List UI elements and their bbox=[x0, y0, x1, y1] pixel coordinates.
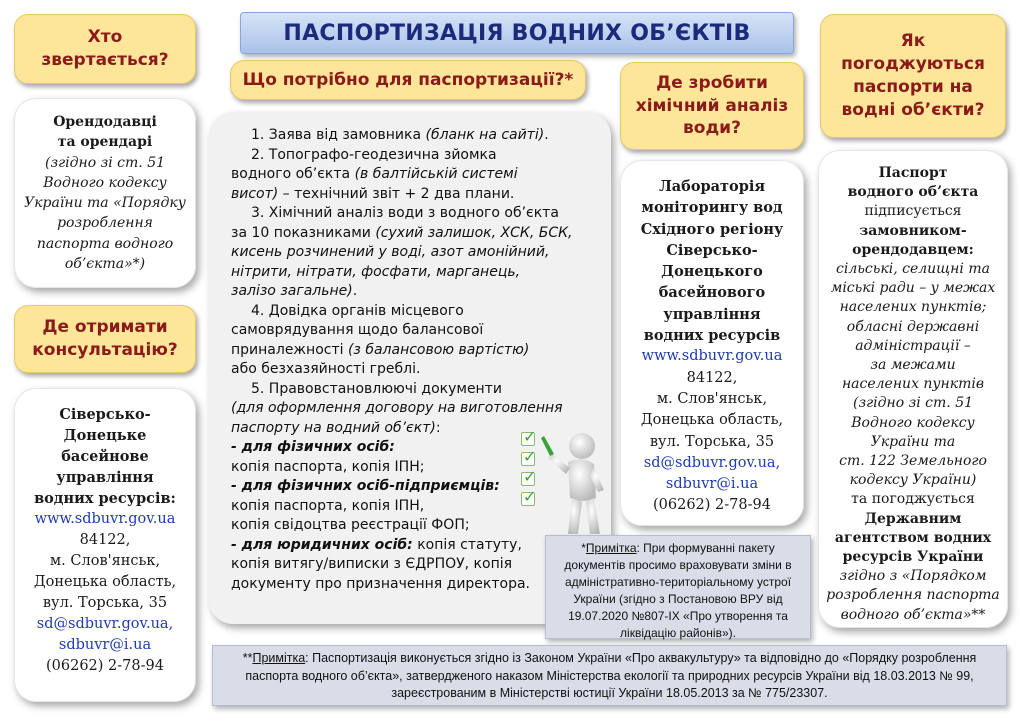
needed-line-part: за 10 показниками bbox=[231, 224, 376, 241]
approve-heading-line: водні об’єкти? bbox=[841, 99, 985, 120]
needed-line-part: копія свідоцтва реєстрації ФОП; bbox=[231, 517, 470, 533]
approve-line: сільські, селищні та bbox=[836, 261, 990, 278]
needed-line-part: 1. Заява від замовника bbox=[251, 127, 426, 143]
lab-line: управління bbox=[663, 305, 761, 323]
needed-line bbox=[231, 263, 599, 283]
needed-line-part: (в балтійській системі bbox=[354, 166, 518, 182]
needed-line bbox=[231, 555, 599, 575]
needed-line bbox=[231, 341, 599, 361]
who-line: розроблення bbox=[57, 215, 153, 232]
consult-line[interactable]: www.sdbuvr.gov.ua bbox=[34, 511, 176, 527]
who-line: паспорта водного bbox=[36, 235, 174, 252]
who-heading-line: звертається? bbox=[41, 50, 169, 70]
consult-line: вул. Торська, 35 bbox=[42, 595, 168, 611]
who-line: України та «Порядку bbox=[24, 195, 186, 212]
lab-line: 84122, bbox=[686, 369, 738, 386]
needed-line-part: . bbox=[544, 127, 549, 143]
needed-line bbox=[231, 185, 599, 205]
needed-heading bbox=[230, 60, 586, 100]
who-heading-line: Хто bbox=[87, 27, 123, 48]
needed-line-part: . bbox=[352, 283, 358, 299]
needed-line bbox=[231, 165, 599, 185]
who-line: та орендарі bbox=[57, 134, 153, 151]
needed-line-part: – технічний звіт + 2 два плани. bbox=[278, 185, 515, 202]
note-administrative-changes bbox=[545, 535, 811, 639]
approve-line: адміністрації – bbox=[855, 337, 971, 354]
lab-line: Лабораторія bbox=[658, 178, 766, 195]
approve-line: підписується bbox=[864, 203, 962, 220]
needed-line-part: кисень розчинений у воді, азот амонійний, bbox=[231, 244, 550, 260]
approve-line: водного об’єкта bbox=[847, 184, 979, 201]
needed-line-part: документу про призначення директора. bbox=[231, 575, 531, 592]
approve-line: замовником- bbox=[859, 222, 967, 239]
needed-line-part: (для оформлення договору на виготовлення bbox=[231, 400, 563, 416]
consult-line[interactable]: sd@sdbuvr.gov.ua, bbox=[36, 616, 174, 632]
approve-line: Паспорт bbox=[878, 165, 948, 181]
needed-heading-text: Що потрібно для паспортизації?* bbox=[242, 69, 574, 90]
needed-line-part: - для юридичних осіб: bbox=[231, 536, 413, 553]
lab-line: Сіверсько- bbox=[666, 241, 758, 259]
lab-line: м. Слов'янськ, bbox=[656, 390, 768, 407]
consult-line: Донецька область, bbox=[33, 574, 177, 590]
lab-line: Донецька область, bbox=[640, 412, 784, 429]
needed-line-part: - для фізичних осіб-підприємців: bbox=[231, 478, 500, 494]
approve-heading-line: Як bbox=[900, 31, 926, 52]
note-legal-basis bbox=[212, 645, 1007, 706]
note2-label: Примітка bbox=[252, 651, 306, 665]
note1-prefix: * bbox=[581, 541, 586, 555]
lab-box bbox=[620, 160, 804, 526]
needed-line bbox=[231, 360, 599, 380]
approve-line: (згідно зі ст. 51 bbox=[852, 395, 974, 412]
consult-box bbox=[14, 388, 196, 702]
needed-line bbox=[231, 282, 599, 302]
consult-line: Сіверсько- bbox=[59, 406, 151, 423]
approve-line: кодексу України) bbox=[849, 472, 977, 489]
needed-line-part: водного об’єкта bbox=[231, 166, 355, 182]
page-title bbox=[240, 12, 794, 54]
needed-line-part: - для фізичних осіб: bbox=[231, 439, 395, 455]
approve-line: України та bbox=[870, 433, 956, 450]
checkbox-icon bbox=[521, 492, 535, 506]
needed-line-part: : bbox=[435, 419, 441, 436]
who-box bbox=[14, 98, 196, 288]
lab-line: Донецького bbox=[661, 263, 763, 281]
approve-line: міські ради – у межах bbox=[830, 280, 996, 297]
needed-line-part: 5. Правовстановлюючі документи bbox=[251, 380, 502, 397]
note1-text: : При формуванні пакету документів просимо враховувати зміни в адміністративно-територіальному устрої України (згідно з Постановою ВРУ від 19.07.2020 №807-IX «Про утворення та ліквідацію районів»). bbox=[564, 541, 792, 640]
consult-heading bbox=[14, 305, 196, 373]
lab-line[interactable]: www.sdbuvr.gov.ua bbox=[641, 348, 783, 365]
approve-line: згідно з «Порядком bbox=[839, 568, 987, 585]
needed-line-part: 2. Топографо-геодезична зйомка bbox=[251, 146, 497, 163]
needed-line-part: (сухий залишок, ХСК, БСК, bbox=[375, 224, 573, 241]
needed-line-part: самоврядування щодо балансової bbox=[231, 322, 484, 338]
page-title-text: ПАСПОРТИЗАЦІЯ ВОДНИХ ОБ’ЄКТІВ bbox=[283, 20, 751, 46]
approve-line: водного об’єкта»** bbox=[840, 606, 986, 623]
needed-line-part: (з балансовою вартістю) bbox=[347, 341, 530, 358]
approve-line: та погоджується bbox=[851, 491, 975, 508]
consult-heading-line: Де отримати bbox=[42, 317, 168, 338]
approve-line: населених пунктів bbox=[841, 376, 985, 393]
approve-line: за межами bbox=[870, 357, 956, 374]
approve-line: обласні державні bbox=[846, 318, 980, 335]
needed-line bbox=[231, 380, 599, 400]
who-line: Орендодавці bbox=[53, 114, 157, 130]
consult-line: (06262) 2-78-94 bbox=[46, 658, 164, 674]
needed-line bbox=[231, 302, 599, 322]
checkbox-icon bbox=[521, 432, 535, 446]
needed-line-part: копія статуту, bbox=[412, 536, 522, 553]
needed-line bbox=[231, 399, 599, 419]
needed-line bbox=[231, 126, 599, 146]
approve-line: орендодавцем: bbox=[852, 241, 974, 258]
approve-line: агентством водних bbox=[834, 529, 992, 546]
consult-line: 84122, bbox=[79, 532, 131, 548]
consult-line: басейнове bbox=[61, 448, 149, 465]
approve-line: ст. 122 Земельного bbox=[839, 453, 987, 470]
consult-line: управління bbox=[56, 469, 154, 486]
needed-line-part: копія паспорта, копія ІПН; bbox=[231, 458, 425, 475]
who-line: (згідно зі ст. 51 bbox=[44, 154, 166, 171]
needed-line-part: висот) bbox=[231, 185, 279, 202]
note1-label: Примітка bbox=[585, 541, 637, 555]
needed-line bbox=[231, 243, 599, 263]
approve-heading bbox=[820, 14, 1006, 138]
lab-line: Східного регіону bbox=[640, 220, 784, 238]
consult-line: Донецьке bbox=[63, 427, 147, 444]
consult-line: водних ресурсів: bbox=[34, 490, 176, 507]
needed-line-part: залізо загальне) bbox=[231, 283, 353, 299]
approve-line: Державним bbox=[864, 510, 962, 527]
needed-line bbox=[231, 224, 599, 244]
who-line: Водного кодексу bbox=[43, 174, 167, 191]
checkbox-icon bbox=[521, 472, 535, 486]
needed-line-part: (бланк на сайті) bbox=[425, 127, 545, 143]
lab-line: басейнового bbox=[658, 284, 766, 302]
note2-text: : Паспортизація виконується згідно із Законом України «Про аквакультуру» та відповідно до «Порядку розроблення паспорта водного об’єкта», затвердженого наказом Міністерства екології та природних ресурсів України від 18.03.2013 № 99, зареєстрованим в Міністерстві юстиції України 18.05.2013 за № 775/23307. bbox=[245, 651, 977, 700]
checkbox-icon bbox=[521, 452, 535, 466]
needed-line-part: 3. Хімічний аналіз води з водного об’єкта bbox=[251, 205, 559, 221]
needed-line bbox=[231, 575, 599, 595]
needed-line bbox=[231, 321, 599, 341]
approve-line: Водного кодексу bbox=[851, 414, 975, 431]
needed-line-part: копія витягу/виписки з ЄДРПОУ, копія bbox=[231, 556, 513, 572]
needed-line-part: нітрити, нітрати, фосфати, марганець, bbox=[231, 263, 521, 280]
approve-line: ресурсів України bbox=[842, 549, 984, 566]
approve-heading-line: погоджуються bbox=[841, 54, 985, 75]
lab-heading bbox=[620, 62, 804, 150]
needed-line-part: або безхазяйності греблі. bbox=[231, 361, 421, 377]
consult-line: м. Слов'янськ, bbox=[49, 553, 161, 569]
lab-heading-line: води? bbox=[683, 118, 741, 139]
lab-line: моніторингу вод bbox=[641, 199, 783, 217]
lab-line: водних ресурсів bbox=[643, 327, 781, 345]
approve-line: розроблення паспорта bbox=[826, 587, 1000, 604]
lab-heading-line: хімічний аналіз bbox=[635, 95, 789, 116]
lab-line: (06262) 2-78-94 bbox=[653, 497, 771, 514]
needed-line bbox=[231, 146, 599, 166]
approve-box bbox=[818, 150, 1008, 628]
needed-line bbox=[231, 204, 599, 224]
lab-line: вул. Торська, 35 bbox=[649, 433, 775, 450]
lab-line[interactable]: sd@sdbuvr.gov.ua, bbox=[643, 454, 781, 471]
who-heading bbox=[14, 14, 196, 84]
lab-line[interactable]: sdbuvr@i.ua bbox=[665, 476, 759, 493]
needed-line-part: копія паспорта, копія ІПН, bbox=[231, 497, 425, 514]
who-line: об’єкта»*) bbox=[64, 256, 146, 273]
approve-heading-line: паспорти на bbox=[853, 77, 973, 97]
consult-heading-line: консультацію? bbox=[32, 340, 178, 360]
lab-heading-line: Де зробити bbox=[656, 72, 768, 93]
note2-prefix: ** bbox=[242, 651, 253, 665]
needed-line-part: 4. Довідка органів місцевого bbox=[251, 302, 464, 319]
approve-line: населених пунктів; bbox=[839, 299, 987, 316]
needed-line-part: паспорту на водний об’єкт) bbox=[231, 419, 436, 436]
consult-line[interactable]: sdbuvr@i.ua bbox=[58, 637, 152, 653]
needed-line-part: приналежності bbox=[231, 341, 348, 358]
person-with-pen-icon bbox=[538, 428, 610, 540]
